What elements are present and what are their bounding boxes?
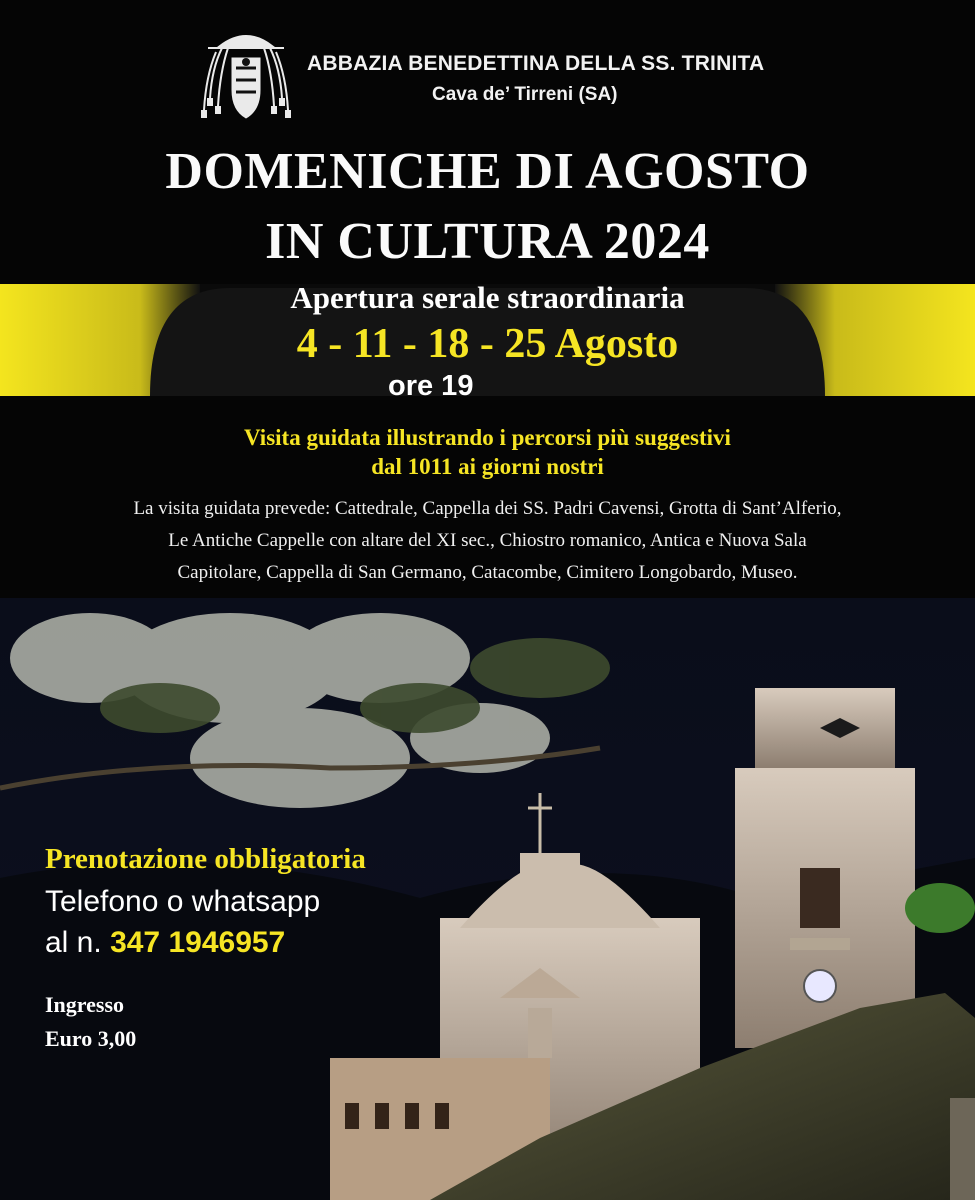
visit-description-line-2: Le Antiche Cappelle con altare del XI sec., Chiostro romanico, Antica e Nuova Sala [168,530,807,551]
visit-description-line-1: La visita guidata prevede: Cattedrale, Cappella dei SS. Padri Cavensi, Grotta di Sant’Alferio, [133,498,842,519]
visit-headline-line-2: dal 1011 ai giorni nostri [371,454,604,479]
visit-description-line-3: Capitolare, Cappella di San Germano, Catacombe, Cimitero Longobardo, Museo. [177,562,798,583]
booking-contact: Telefono o whatsapp [45,885,321,918]
phone-number[interactable]: 347 1946957 [110,926,286,959]
event-title-line-2: IN CULTURA 2024 [265,213,710,270]
event-dates: 4 - 11 - 18 - 25 Agosto [296,321,679,367]
fee-value: Euro 3,00 [45,1026,137,1051]
event-time: ore 19 [388,370,474,402]
booking-required: Prenotazione obbligatoria [45,843,366,875]
event-title-line-1: DOMENICHE DI AGOSTO [165,143,810,200]
phone-line [45,926,285,960]
abbey-location: Cava de’ Tirreni (SA) [432,84,618,105]
abbey-name: ABBAZIA BENEDETTINA DELLA SS. TRINITA [307,52,765,75]
coat-of-arms-icon [198,28,294,122]
phone-prefix: al n. [45,926,102,959]
fee-label: Ingresso [45,992,125,1017]
visit-headline-line-1: Visita guidata illustrando i percorsi più suggestivi [244,425,731,450]
event-subtitle: Apertura serale straordinaria [290,280,685,315]
